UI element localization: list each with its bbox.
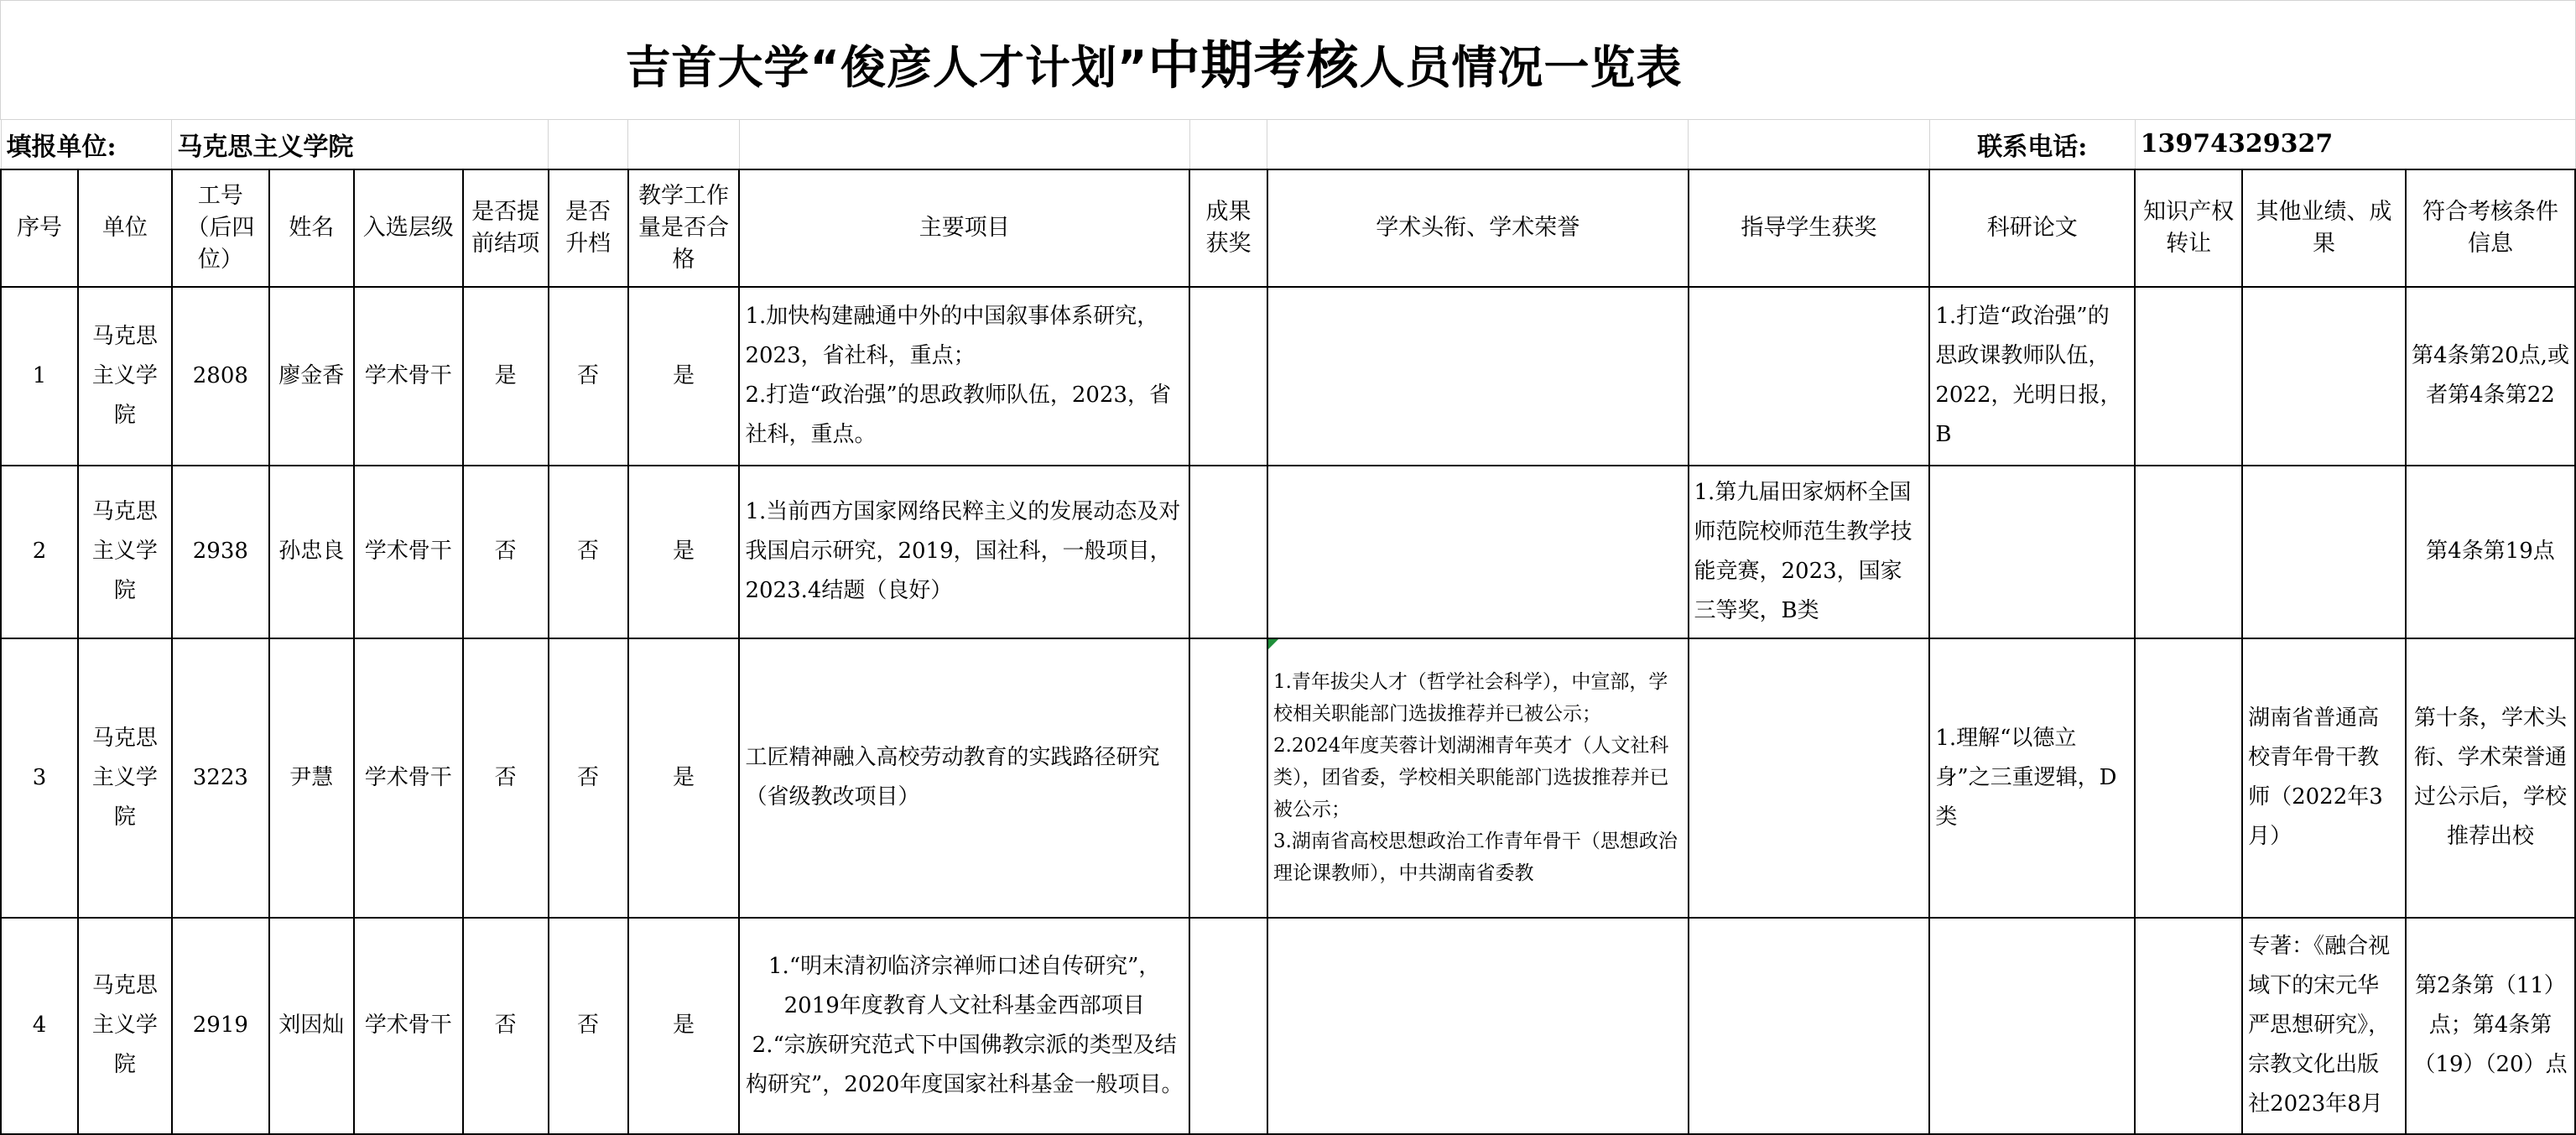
cell-projects: [739, 918, 1189, 1134]
cell-no: 4: [1, 918, 78, 1134]
cell-ip: [2135, 638, 2242, 918]
cell-no: 3: [1, 638, 78, 918]
contact-label: 联系电话:: [1929, 120, 2135, 169]
cell-unit: 马克思主义学院: [78, 287, 172, 466]
cell-name: 孙忠良: [269, 466, 354, 638]
header-row: [1, 169, 2575, 287]
honor-item: 1.青年拔尖人才（哲学社会科学），中宣部，学校相关职能部门选拔推荐并已被公示；: [1272, 671, 1668, 725]
fill-info-row: [1, 120, 2575, 169]
col-header: 知识产权转让: [2135, 169, 2242, 287]
cell-other: 湖南省普通高校青年骨干教师（2022年3月）: [2242, 638, 2406, 918]
cell-criteria: 第2条第（11）点；第4条第（19）（20）点: [2406, 918, 2575, 1134]
cell-honors: [1267, 287, 1689, 466]
assessment-table: [0, 119, 2576, 1135]
cell-awards: [1189, 638, 1267, 918]
cell-teaching: 是: [628, 918, 740, 1134]
honor-item: 3.湖南省高校思想政治工作青年骨干（思想政治理论课教师），中共湖南省委教: [1272, 830, 1678, 884]
cell-name: 尹慧: [269, 638, 354, 918]
col-header: 入选层级: [354, 169, 463, 287]
cell-unit: 马克思主义学院: [78, 466, 172, 638]
fill-unit-label: 填报单位:: [1, 120, 172, 169]
cell-level: 学术骨干: [354, 918, 463, 1134]
cell-other: 专著：《融合视域下的宋元华严思想研究》，宗教文化出版社2023年8月: [2242, 918, 2406, 1134]
cell-teaching: 是: [628, 287, 740, 466]
cell-id: 2808: [172, 287, 269, 466]
cell-ip: [2135, 466, 2242, 638]
project-item: 1.当前西方国家网络民粹主义的发展动态及对我国启示研究，2019，国社科，一般项目，2023.4结题（良好）: [745, 499, 1181, 603]
contact-value: 13974329327: [2135, 120, 2575, 169]
cell-upgrade: 否: [549, 466, 628, 638]
cell-early: 是: [463, 287, 549, 466]
cell-criteria: 第4条第19点: [2406, 466, 2575, 638]
cell-id: 2938: [172, 466, 269, 638]
cell-student-awards: [1689, 918, 1930, 1134]
col-header: 姓名: [269, 169, 354, 287]
cell-honors: [1267, 918, 1689, 1134]
project-item: 工匠精神融入高校劳动教育的实践路径研究（省级教改项目）: [745, 745, 1160, 810]
comment-indicator: [1268, 639, 1278, 649]
table-row: [1, 918, 2575, 1134]
col-header: 学术头衔、学术荣誉: [1267, 169, 1689, 287]
col-header: 其他业绩、成果: [2242, 169, 2406, 287]
cell-student-awards: 1.第九届田家炳杯全国师范院校师范生教学技能竞赛，2023，国家三等奖，B类: [1689, 466, 1930, 638]
cell-honors[interactable]: [1267, 638, 1689, 918]
table-row: [1, 638, 2575, 918]
cell-unit: 马克思主义学院: [78, 918, 172, 1134]
cell-early: 否: [463, 918, 549, 1134]
cell-other: [2242, 466, 2406, 638]
col-header: 符合考核条件信息: [2406, 169, 2575, 287]
cell-honors: [1267, 466, 1689, 638]
col-header: 成果获奖: [1189, 169, 1267, 287]
title-row: [0, 0, 2576, 120]
cell-no: 1: [1, 287, 78, 466]
cell-awards: [1189, 287, 1267, 466]
cell-name: 廖金香: [269, 287, 354, 466]
col-header: 科研论文: [1929, 169, 2135, 287]
project-item: 1.加快构建融通中外的中国叙事体系研究，2023，省社科，重点；: [745, 304, 1159, 368]
cell-upgrade: 否: [549, 287, 628, 466]
cell-criteria: 第十条，学术头衔、学术荣誉通过公示后，学校推荐出校: [2406, 638, 2575, 918]
cell-papers: [1929, 466, 2135, 638]
cell-early: 否: [463, 638, 549, 918]
title-part-1: 吉首大学“俊彦人才计划”: [625, 40, 1148, 94]
cell-upgrade: 否: [549, 638, 628, 918]
col-header: 工号（后四位）: [172, 169, 269, 287]
cell-ip: [2135, 287, 2242, 466]
cell-id: 3223: [172, 638, 269, 918]
honor-item: 2.2024年度芙蓉计划湖湘青年英才（人文社科类），团省委，学校相关职能部门选拔推荐并已被公示；: [1272, 735, 1669, 820]
table-row: [1, 466, 2575, 638]
cell-awards: [1189, 466, 1267, 638]
cell-projects: [739, 466, 1189, 638]
title-part-2: 中期考核: [1147, 34, 1360, 96]
table-row: [1, 287, 2575, 466]
cell-projects: [739, 287, 1189, 466]
cell-early: 否: [463, 466, 549, 638]
cell-papers: [1929, 918, 2135, 1134]
col-header: 主要项目: [739, 169, 1189, 287]
cell-papers: 1.理解“以德立身”之三重逻辑，D类: [1929, 638, 2135, 918]
cell-no: 2: [1, 466, 78, 638]
cell-level: 学术骨干: [354, 287, 463, 466]
cell-student-awards: [1689, 638, 1930, 918]
cell-upgrade: 否: [549, 918, 628, 1134]
title-part-3: 人员情况一览表: [1359, 40, 1683, 94]
col-header: 单位: [78, 169, 172, 287]
fill-unit-value: 马克思主义学院: [172, 120, 549, 169]
cell-awards: [1189, 918, 1267, 1134]
project-item: 1.“明末清初临济宗禅师口述自传研究”，2019年度教育人文社科基金西部项目: [768, 953, 1161, 1018]
cell-teaching: 是: [628, 638, 740, 918]
cell-name: 刘因灿: [269, 918, 354, 1134]
col-header: 指导学生获奖: [1689, 169, 1930, 287]
col-header: 是否升档: [549, 169, 628, 287]
cell-projects: [739, 638, 1189, 918]
cell-level: 学术骨干: [354, 638, 463, 918]
sheet-title: [626, 23, 1683, 98]
col-header: 教学工作量是否合格: [628, 169, 740, 287]
cell-papers: 1.打造“政治强”的思政课教师队伍，2022，光明日报，B: [1929, 287, 2135, 466]
cell-id: 2919: [172, 918, 269, 1134]
cell-ip: [2135, 918, 2242, 1134]
project-item: 2.“宗族研究范式下中国佛教宗派的类型及结构研究”，2020年度国家社科基金一般项目。: [745, 1032, 1184, 1097]
col-header: 序号: [1, 169, 78, 287]
cell-criteria: 第4条第20点,或者第4条第22: [2406, 287, 2575, 466]
project-item: 2.打造“政治强”的思政教师队伍，2023，省社科，重点。: [745, 383, 1171, 447]
cell-other: [2242, 287, 2406, 466]
cell-teaching: 是: [628, 466, 740, 638]
cell-unit: 马克思主义学院: [78, 638, 172, 918]
cell-level: 学术骨干: [354, 466, 463, 638]
cell-student-awards: [1689, 287, 1930, 466]
col-header: 是否提前结项: [463, 169, 549, 287]
